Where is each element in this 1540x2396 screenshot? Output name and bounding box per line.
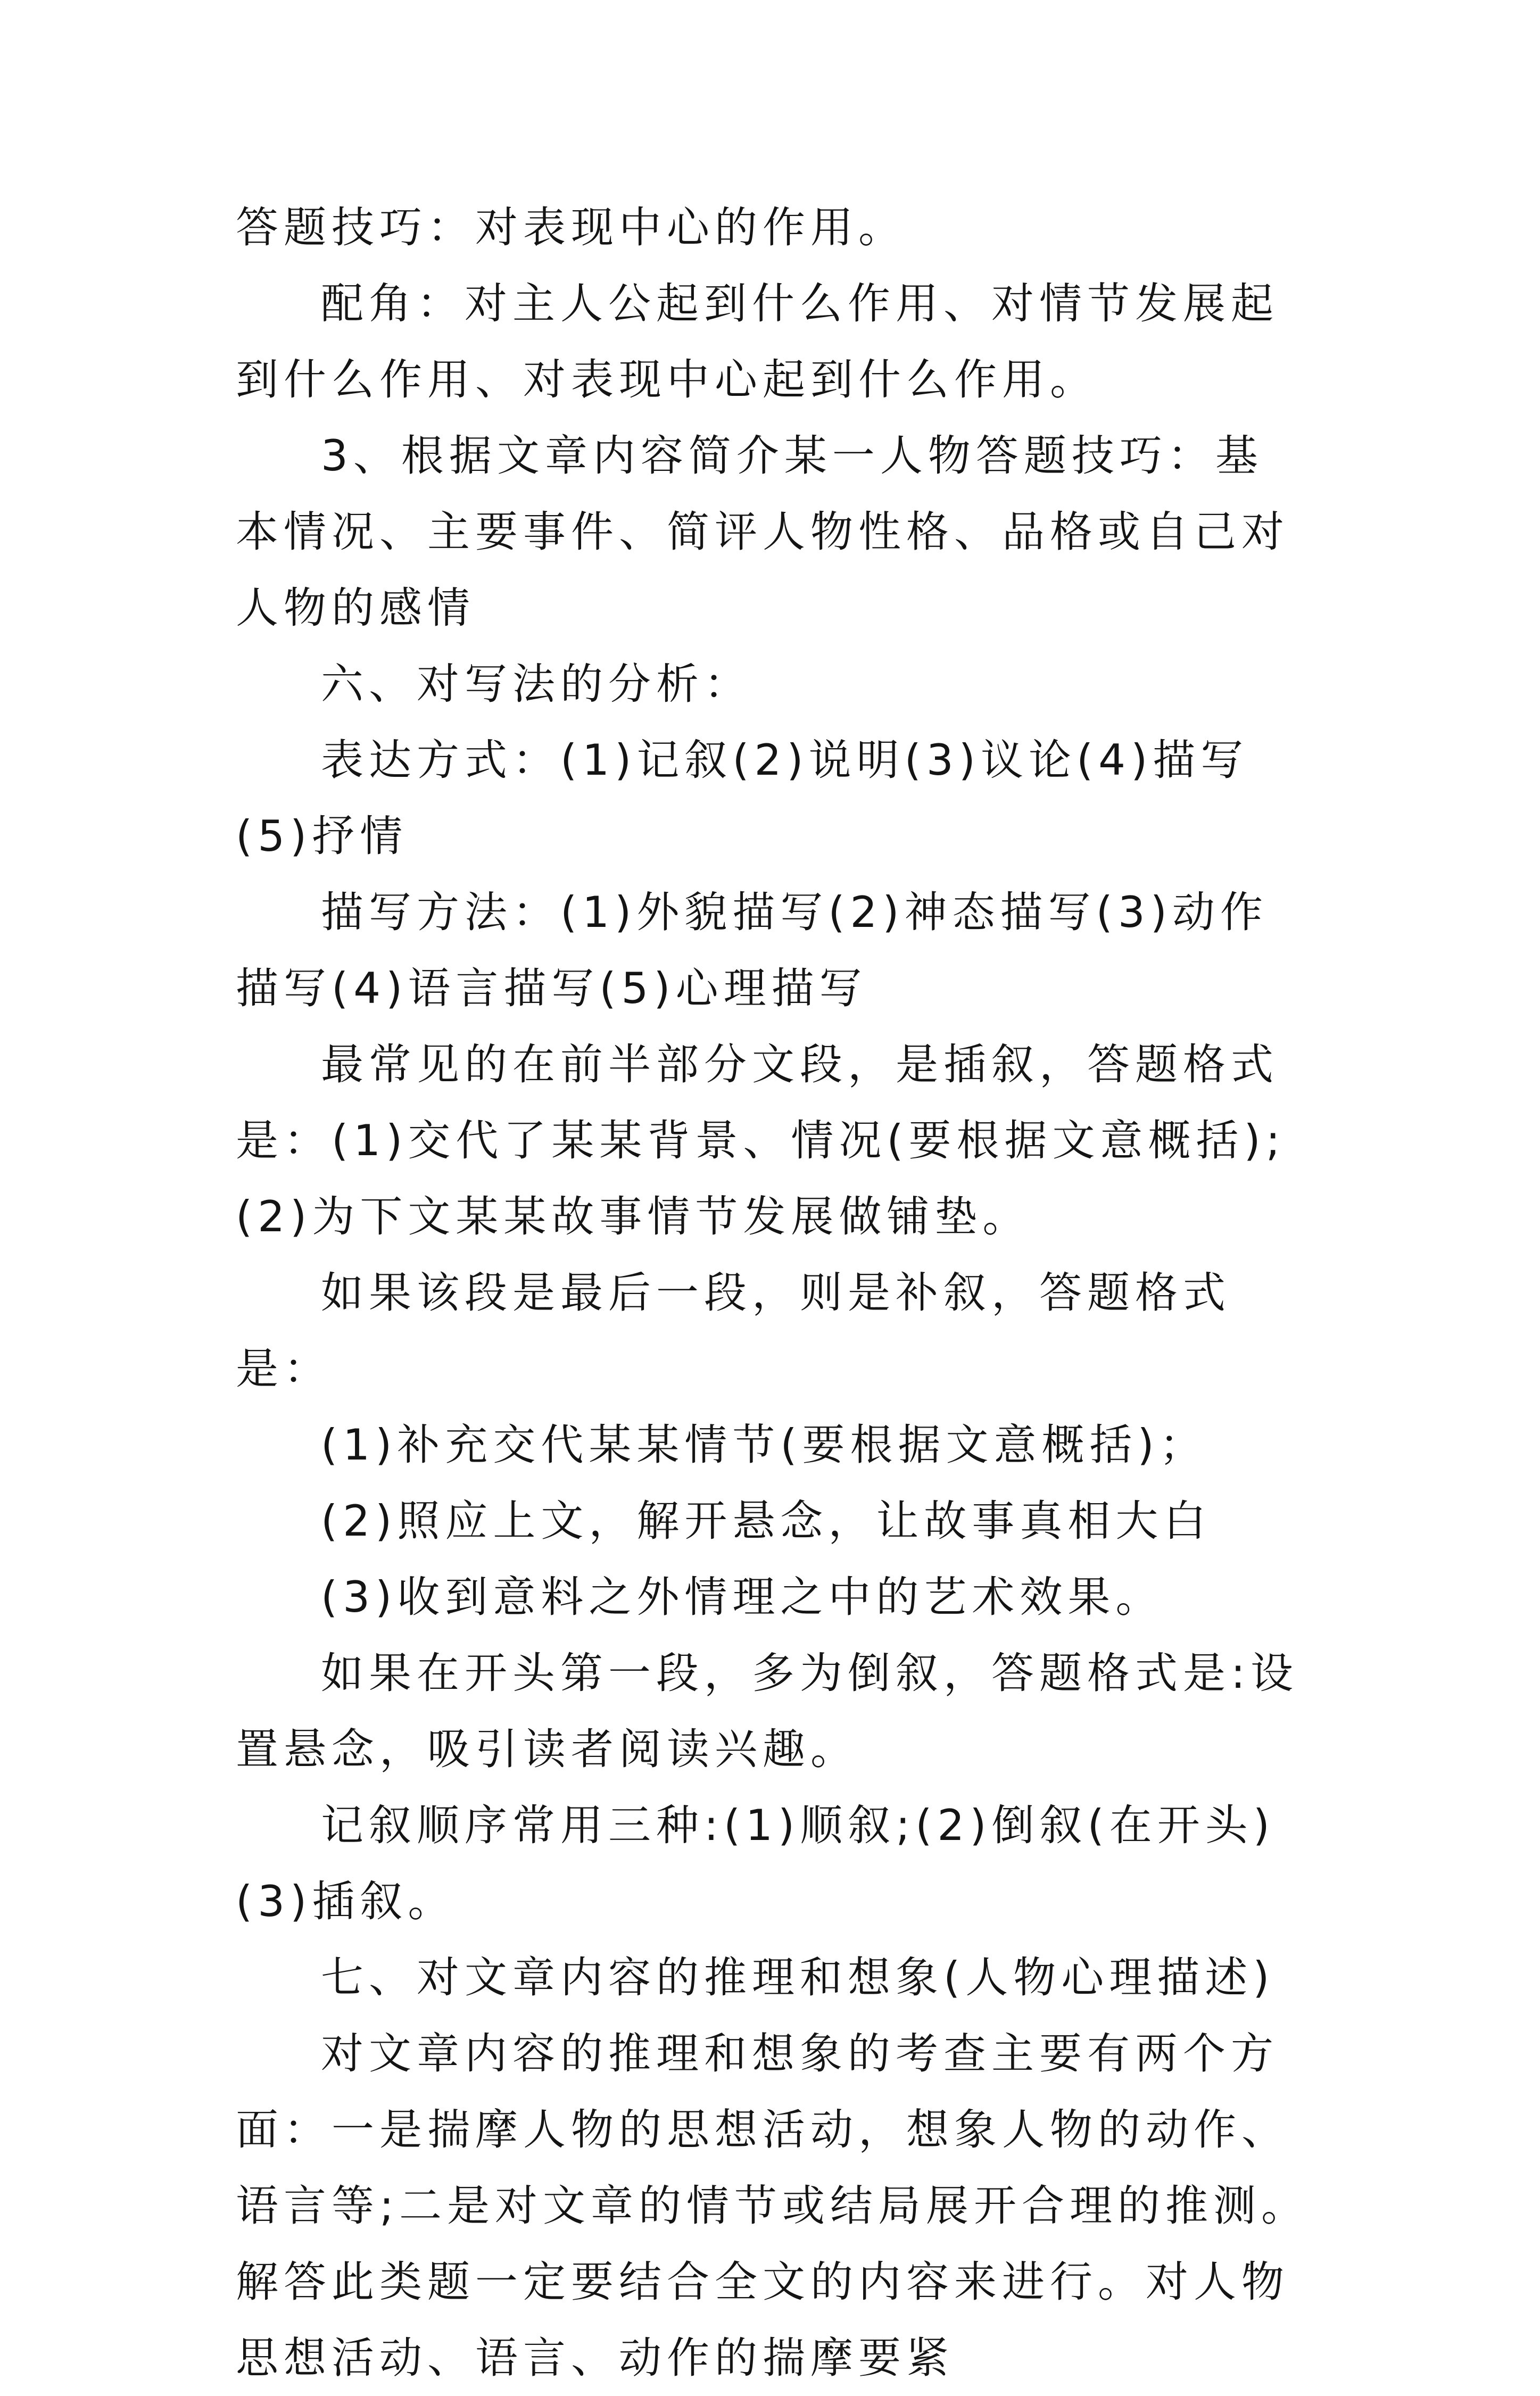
list-item-1: (1)补充交代某某情节(要根据文意概括)； [321,1420,1207,1470]
paragraph-expression-methods: 表达方式：(1)记叙(2)说明(3)议论(4)描写(5)抒情 [236,735,1249,861]
paragraph-supplement-narration: 如果该段是最后一段，则是补叙，答题格式是： [236,1268,1231,1394]
paragraph-narration-order: 记叙顺序常用三种:(1)顺叙;(2)倒叙(在开头)(3)插叙。 [236,1801,1275,1926]
paragraph-description-methods: 描写方法：(1)外貌描写(2)神态描写(3)动作描写(4)语言描写(5)心理描写 [236,888,1268,1013]
paragraph-2: 配角：对主人公起到什么作用、对情节发展起到什么作用、对表现中心起到什么作用。 [236,279,1279,404]
section-heading-7: 七、对文章内容的推理和想象(人物心理描述) [321,1953,1275,2002]
paragraph-inference: 对文章内容的推理和想象的考查主要有两个方面：一是揣摩人物的思想活动，想象人物的动作、语言等;二是对文章的情节或结局展开合理的推测。解答此类题一定要结合全文的内容来进行。对人物思想活动、语言、动作的揣摩要紧 [236,2029,1309,2383]
document-body [236,189,1311,2396]
paragraph-reverse-narration: 如果在开头第一段，多为倒叙，答题格式是:设置悬念，吸引读者阅读兴趣。 [236,1648,1298,1774]
paragraph-3: 3、根据文章内容简介某一人物答题技巧：基本情况、主要事件、简评人物性格、品格或自己对人物的感情 [236,431,1289,633]
paragraph-1: 答题技巧：对表现中心的作用。 [236,203,906,252]
list-item-2: (2)照应上文，解开悬念，让故事真相大白 [321,1496,1212,1546]
paragraph-flashback-front: 最常见的在前半部分文段，是插叙，答题格式是：(1)交代了某某背景、情况(要根据文意概括);(2)为下文某某故事情节发展做铺垫。 [236,1040,1286,1241]
list-item-3: (3)收到意料之外情理之中的艺术效果。 [321,1572,1164,1622]
section-heading-6: 六、对写法的分析： [321,659,752,709]
